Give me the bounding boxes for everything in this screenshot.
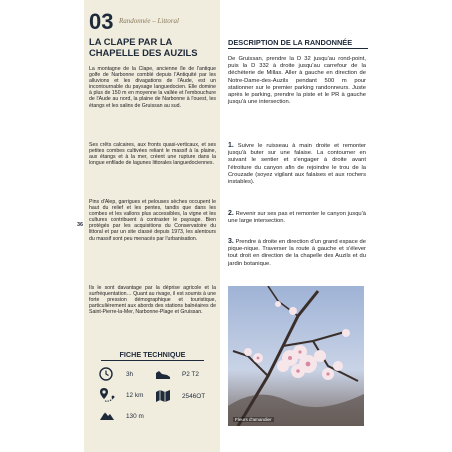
- intro-paragraph-3: Pins d'Alep, garrigues et pelouses sèches occupent le haut du relief et les pentes, tandis que dans les combes et les vallons plus accessibles, la vigne et les cultures contribuent à contraster le paysage. Bien protégés par les acquisitions du Conservatoire du littoral et par un site classé depuis 1973, les alentours du massif sont peu menacés par l'urbanisation.: [89, 199, 216, 242]
- tech-divider: [101, 360, 204, 361]
- intro-paragraph-4: Ils le sont davantage par la déprise agricole et la surfréquentation… Quant au rivage, il est soumis à une forte pression démographique et touristique, particulièrement aux abords des stations balnéaires de Saint-Pierre-la-Mer, Narbonne-Plage et Gruissan.: [89, 285, 216, 316]
- map-icon: [155, 389, 171, 403]
- route-number: 03: [89, 9, 114, 34]
- tech-sheet: [89, 350, 216, 446]
- description-title: DESCRIPTION DE LA RANDONNÉE: [228, 38, 353, 47]
- step-text: Prendre à droite en direction d'un grand espace de pique-nique. Traverser la route à gauche et s'élever tout droit en direction de la chapelle des Auzils et du jardin botanique.: [228, 239, 366, 267]
- route-title: LA CLAPE PAR LA CHAPELLE DES AUZILS: [89, 36, 198, 58]
- hiking-shoe-icon: [155, 370, 171, 380]
- step-text: Revenir sur ses pas et remonter le canyon jusqu'à une large intersection.: [228, 211, 366, 225]
- photo-caption: Fleurs d'amandier: [235, 417, 272, 422]
- step-text: Suivre le ruisseau à main droite et remonter jusqu'à buter sur une falaise. La contourner en suivant le sentier et s'engager à droite avant l'étroiture du canyon afin de rejoindre le trou de la Crouzade (soyez vigilant aux falaises et aux rochers instables).: [228, 143, 366, 186]
- step-2: [228, 210, 366, 225]
- route-header: [89, 9, 229, 35]
- clock-icon: [99, 367, 113, 381]
- almond-blossom-photo: [228, 286, 364, 426]
- step-number: 1.: [228, 142, 234, 149]
- intro-paragraph-1: La montagne de la Clape, ancienne île de l'antique golfe de Narbonne comblé depuis l'Antiquité par les alluvions et les divagations de l'Aude, est un incontournable du paysage languedocien. Elle domine à plus de 150 m en moyenne la vallée et l'embouchure de l'Aude au nord, la plaine de Narbonne à l'ouest, les étangs et les salins de Gruissan au sud.: [89, 66, 216, 109]
- step-number: 2.: [228, 210, 234, 217]
- mountain-elevation-icon: [99, 409, 115, 421]
- distance-value: 12 km: [126, 392, 144, 399]
- difficulty-value: P2 T2: [182, 371, 199, 378]
- route-category: Randonnée – Littoral: [119, 17, 179, 25]
- step-number: 3.: [228, 238, 234, 245]
- elevation-value: 130 m: [126, 413, 144, 420]
- description-intro: De Gruissan, prendre la D 32 jusqu'au rond-point, puis la D 332 à droite jusqu'au carrefour de la déchèterie de Millas. Aller à gauche en direction de Notre-Dame-des-Auzils pendant 500 m pour stationner sur le premier parking randonneurs. Juste après le parking, prendre la piste et le PR à gauche jusqu'à une intersection.: [228, 56, 366, 106]
- description-divider: [228, 48, 368, 49]
- map-reference: 2546OT: [182, 393, 206, 400]
- step-3: [228, 238, 366, 268]
- duration-value: 3h: [126, 371, 134, 378]
- intro-paragraph-2: Ses crêts calcaires, aux fronts quasi-verticaux, et ses petites combes cultivées reliant le massif à la plaine, aux étangs et à la mer, créent une rupture dans la longue enfilade de lagunes littorales languedociennes.: [89, 142, 216, 167]
- blossom-illustration: [228, 286, 364, 426]
- step-1: [228, 142, 366, 186]
- tech-sheet-title: FICHE TECHNIQUE: [119, 350, 186, 359]
- route-pin-icon: [99, 387, 115, 403]
- page-number: 36: [77, 222, 84, 228]
